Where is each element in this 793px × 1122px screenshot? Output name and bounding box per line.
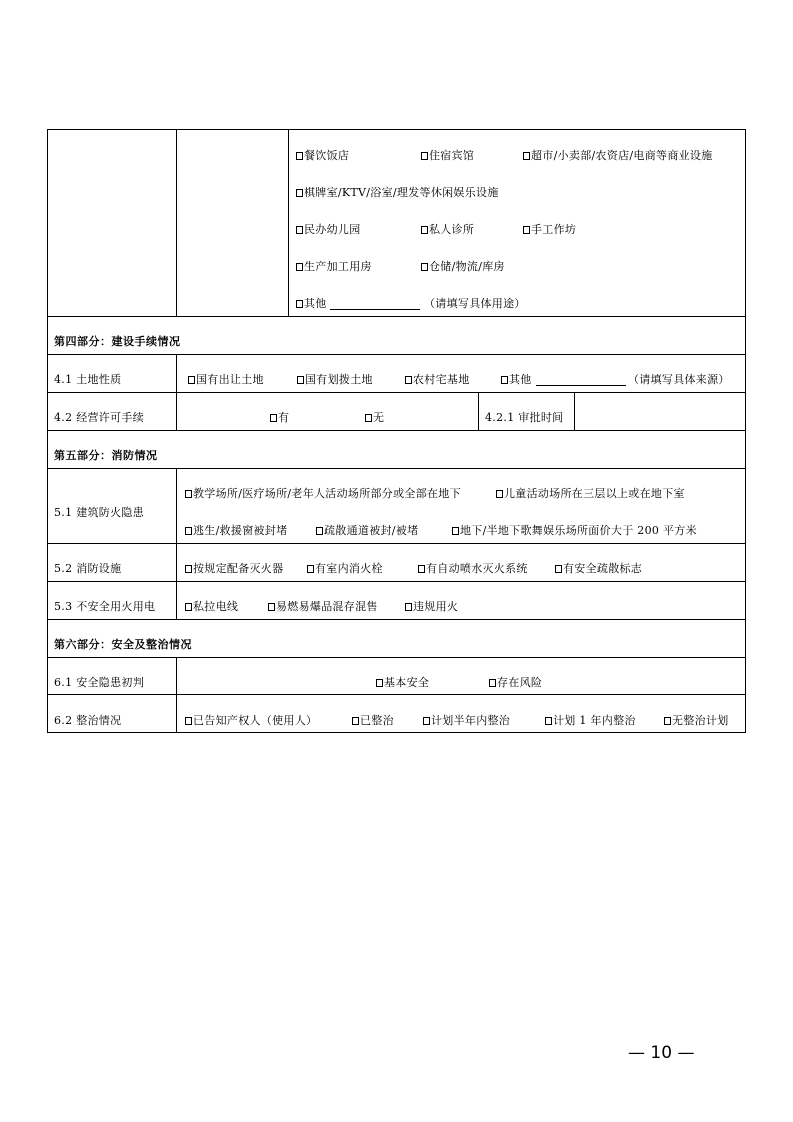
table-border-right <box>745 129 746 733</box>
checkbox-icon <box>296 300 303 308</box>
checkbox-icon <box>545 717 552 725</box>
table-rule <box>47 316 746 317</box>
row-label-fire-facilities: 5.2 消防设施 <box>54 562 122 575</box>
rectify-option-one-year[interactable]: 计划 1 年内整治 <box>545 714 636 728</box>
fire-option-underground-ktv[interactable]: 地下/半地下歌舞娱乐场所面价大于 200 平方米 <box>452 524 697 538</box>
checkbox-icon <box>405 603 412 611</box>
facility-option-exit-sign[interactable]: 有安全疏散标志 <box>555 562 642 576</box>
usage-option-other[interactable]: 其他 <box>296 297 327 311</box>
unsafe-option-illegal-fire[interactable]: 违规用火 <box>405 600 458 614</box>
table-rule <box>47 657 746 658</box>
usage-option-workshop[interactable]: 手工作坊 <box>523 223 576 237</box>
usage-other-input[interactable] <box>330 297 420 310</box>
checkbox-icon <box>664 717 671 725</box>
table-rule <box>176 657 177 733</box>
checkbox-icon <box>296 152 303 160</box>
checkbox-icon <box>421 226 428 234</box>
table-rule <box>47 694 746 695</box>
checkbox-icon <box>185 490 192 498</box>
checkbox-icon <box>501 376 508 384</box>
table-rule <box>574 392 575 430</box>
checkbox-icon <box>496 490 503 498</box>
checkbox-icon <box>421 263 428 271</box>
table-rule <box>176 129 177 316</box>
checkbox-icon <box>296 226 303 234</box>
usage-option-hotel[interactable]: 住宿宾馆 <box>421 149 474 163</box>
row-label-unsafe-fire-power: 5.3 不安全用火用电 <box>54 600 156 613</box>
table-border-bottom <box>47 732 746 733</box>
fire-option-underground-venues[interactable]: 教学场所/医疗场所/老年人活动场所部分或全部在地下 <box>185 487 461 501</box>
checkbox-icon <box>270 414 277 422</box>
usage-option-commercial[interactable]: 超市/小卖部/农资店/电商等商业设施 <box>523 149 713 163</box>
fire-option-exit-blocked[interactable]: 疏散通道被封/被堵 <box>316 524 418 538</box>
checkbox-icon <box>297 376 304 384</box>
unsafe-option-wiring[interactable]: 私拉电线 <box>185 600 238 614</box>
table-rule <box>47 392 746 393</box>
facility-option-sprinkler[interactable]: 有自动喷水灭火系统 <box>418 562 528 576</box>
checkbox-icon <box>555 565 562 573</box>
rectify-option-notified[interactable]: 已告知产权人（使用人） <box>185 714 317 728</box>
usage-option-restaurant[interactable]: 餐饮饭店 <box>296 149 349 163</box>
table-rule <box>176 468 177 619</box>
table-rule <box>47 581 746 582</box>
fire-option-window-blocked[interactable]: 逃生/救援窗被封堵 <box>185 524 287 538</box>
section-title-part4: 第四部分：建设手续情况 <box>54 335 181 348</box>
usage-option-entertainment[interactable]: 棋牌室/KTV/浴室/理发等休闲娱乐设施 <box>296 186 499 200</box>
usage-option-clinic[interactable]: 私人诊所 <box>421 223 474 237</box>
land-other-input[interactable] <box>536 373 626 386</box>
checkbox-icon <box>185 527 192 535</box>
facility-option-hydrant[interactable]: 有室内消火栓 <box>307 562 383 576</box>
land-option-other[interactable]: 其他 <box>501 373 532 387</box>
checkbox-icon <box>185 603 192 611</box>
checkbox-icon <box>316 527 323 535</box>
rectify-option-done[interactable]: 已整治 <box>352 714 394 728</box>
checkbox-icon <box>421 152 428 160</box>
table-rule <box>176 354 177 430</box>
checkbox-icon <box>405 376 412 384</box>
checkbox-icon <box>365 414 372 422</box>
checkbox-icon <box>185 717 192 725</box>
checkbox-icon <box>489 679 496 687</box>
checkbox-icon <box>523 226 530 234</box>
table-rule <box>47 543 746 544</box>
checkbox-icon <box>418 565 425 573</box>
rectify-option-half-year[interactable]: 计划半年内整治 <box>423 714 510 728</box>
row-label-hazard-judgment: 6.1 安全隐患初判 <box>54 676 144 689</box>
land-option-state-allocated[interactable]: 国有划拨土地 <box>297 373 373 387</box>
fire-option-children-venue[interactable]: 儿童活动场所在三层以上或在地下室 <box>496 487 685 501</box>
checkbox-icon <box>376 679 383 687</box>
usage-option-warehouse[interactable]: 仓储/物流/库房 <box>421 260 505 274</box>
approval-time-input[interactable] <box>580 397 740 425</box>
unsafe-option-flammables[interactable]: 易燃易爆品混存混售 <box>268 600 378 614</box>
row-label-land-nature: 4.1 土地性质 <box>54 373 122 386</box>
page-number: — 10 — <box>628 1043 695 1063</box>
checkbox-icon <box>268 603 275 611</box>
table-rule <box>47 430 746 431</box>
checkbox-icon <box>523 152 530 160</box>
row-label-approval-time: 4.2.1 审批时间 <box>485 411 564 424</box>
permit-option-yes[interactable]: 有 <box>270 411 289 425</box>
land-option-state-transfer[interactable]: 国有出让土地 <box>188 373 264 387</box>
usage-other-note: （请填写具体用途） <box>424 297 526 310</box>
usage-option-kindergarten[interactable]: 民办幼儿园 <box>296 223 361 237</box>
rectify-option-no-plan[interactable]: 无整治计划 <box>664 714 729 728</box>
checkbox-icon <box>296 263 303 271</box>
usage-option-production[interactable]: 生产加工用房 <box>296 260 372 274</box>
judgment-option-risk[interactable]: 存在风险 <box>489 676 542 690</box>
table-border-top <box>47 129 746 130</box>
checkbox-icon <box>296 189 303 197</box>
permit-option-no[interactable]: 无 <box>365 411 384 425</box>
table-rule <box>47 354 746 355</box>
table-border-left <box>47 129 48 733</box>
table-rule <box>47 468 746 469</box>
section-title-part6: 第六部分：安全及整治情况 <box>54 638 192 651</box>
row-label-fire-hazard: 5.1 建筑防火隐患 <box>54 506 144 519</box>
table-rule <box>478 392 479 430</box>
checkbox-icon <box>307 565 314 573</box>
checkbox-icon <box>185 565 192 573</box>
judgment-option-safe[interactable]: 基本安全 <box>376 676 429 690</box>
table-rule <box>288 129 289 316</box>
row-label-business-permit: 4.2 经营许可手续 <box>54 411 144 424</box>
checkbox-icon <box>188 376 195 384</box>
checkbox-icon <box>423 717 430 725</box>
row-label-rectification: 6.2 整治情况 <box>54 714 122 727</box>
checkbox-icon <box>452 527 459 535</box>
checkbox-icon <box>352 717 359 725</box>
facility-option-extinguisher[interactable]: 按规定配备灭火器 <box>185 562 283 576</box>
land-option-rural-homestead[interactable]: 农村宅基地 <box>405 373 470 387</box>
land-other-note: （请填写具体来源） <box>628 373 730 386</box>
section-title-part5: 第五部分：消防情况 <box>54 449 158 462</box>
table-rule <box>47 619 746 620</box>
